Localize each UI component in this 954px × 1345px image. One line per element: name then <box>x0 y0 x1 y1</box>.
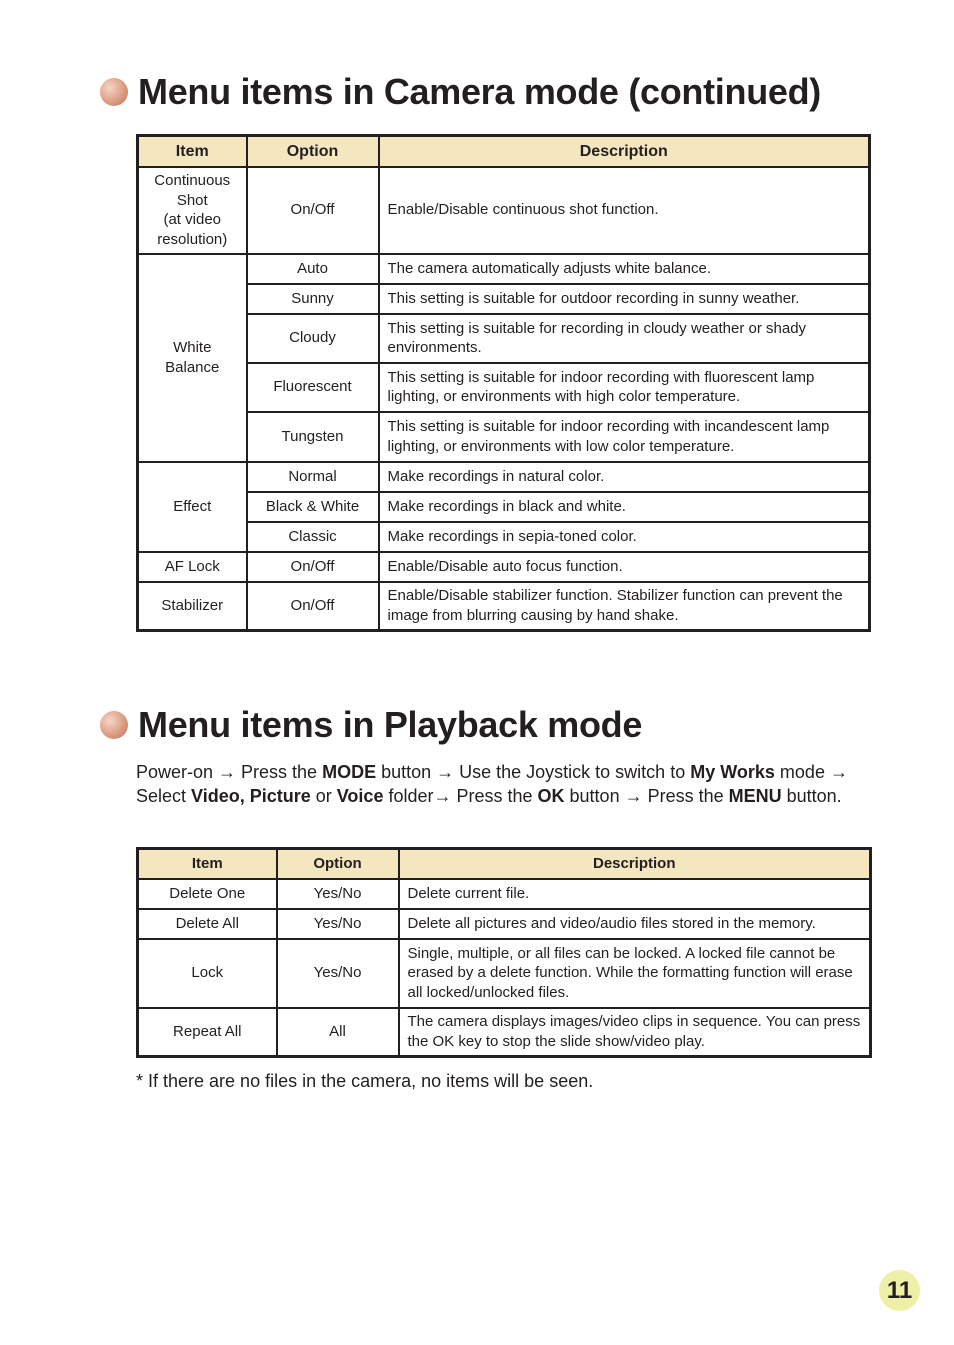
header-option: Option <box>277 849 399 879</box>
intro-text: button. <box>781 786 842 806</box>
description-cell: Enable/Disable stabilizer function. Stabilizer function can prevent the image from blurring causing by hand shake. <box>379 582 870 631</box>
option-cell: Yes/No <box>277 939 399 1008</box>
table-row <box>138 939 871 1008</box>
description-cell: Single, multiple, or all files can be locked. A locked file cannot be erased by a delete function. While the formatting function will erase all locked/unlocked files. <box>399 939 871 1008</box>
bullet-icon <box>100 711 128 739</box>
option-cell: Yes/No <box>277 909 399 939</box>
table-row <box>138 552 870 582</box>
intro-text: or <box>310 786 337 806</box>
intro-bold: Video, Picture <box>191 786 311 806</box>
description-cell: Delete all pictures and video/audio files stored in the memory. <box>399 909 871 939</box>
intro-bold: MENU <box>728 786 782 806</box>
option-cell: Black & White <box>247 492 379 522</box>
camera-section-title: Menu items in Camera mode (continued) <box>138 71 821 112</box>
table-header-row <box>138 136 870 167</box>
item-line: White <box>173 339 212 356</box>
option-cell: On/Off <box>247 552 379 582</box>
item-cell-stabilizer: Stabilizer <box>138 582 247 631</box>
option-cell: On/Off <box>247 167 379 254</box>
description-cell: Enable/Disable continuous shot function. <box>379 167 870 254</box>
playback-section-heading <box>100 704 642 746</box>
option-cell: Classic <box>247 522 379 552</box>
table-row <box>138 462 870 492</box>
footnote: * If there are no files in the camera, no items will be seen. <box>136 1071 594 1091</box>
intro-text: button → Press the <box>564 786 729 806</box>
item-line: (at video <box>163 211 222 228</box>
header-option: Option <box>247 136 379 167</box>
item-cell-effect: Effect <box>138 462 247 552</box>
option-cell: Sunny <box>247 284 379 314</box>
option-cell: Tungsten <box>247 412 379 462</box>
table-row <box>138 582 870 631</box>
table-header-row <box>138 849 871 879</box>
item-cell-white-balance <box>138 254 247 462</box>
page-number-badge: 11 <box>879 1270 920 1311</box>
camera-section-heading <box>100 71 821 113</box>
option-cell: Fluorescent <box>247 363 379 412</box>
intro-bold: Voice <box>336 786 384 806</box>
intro-text: button → Use the Joystick to switch to <box>376 762 691 782</box>
header-description: Description <box>399 849 871 879</box>
description-cell: Delete current file. <box>399 879 871 909</box>
item-line: Balance <box>165 358 220 376</box>
header-description: Description <box>379 136 870 167</box>
description-cell: Make recordings in natural color. <box>379 462 870 492</box>
intro-text: mode → Select <box>136 762 848 806</box>
table-row <box>138 314 870 363</box>
intro-bold: OK <box>537 786 565 806</box>
table-row <box>138 879 871 909</box>
table-row <box>138 492 870 522</box>
option-cell: Normal <box>247 462 379 492</box>
table-row <box>138 1008 871 1057</box>
bullet-icon <box>100 78 128 106</box>
item-cell: Repeat All <box>138 1008 277 1057</box>
item-line: Continuous <box>154 172 231 189</box>
table-row <box>138 167 870 254</box>
intro-bold: My Works <box>690 762 775 782</box>
item-line: resolution) <box>157 230 228 248</box>
intro-text: folder→ Press the <box>383 786 538 806</box>
table-row <box>138 412 870 462</box>
description-cell: The camera automatically adjusts white balance. <box>379 254 870 284</box>
table-row <box>138 363 870 412</box>
playback-menu-table <box>136 847 872 1058</box>
description-cell: Make recordings in sepia-toned color. <box>379 522 870 552</box>
option-cell: On/Off <box>247 582 379 631</box>
option-cell: Auto <box>247 254 379 284</box>
playback-instructions <box>136 760 881 808</box>
description-cell: This setting is suitable for recording in cloudy weather or shady environments. <box>379 314 870 363</box>
option-cell: Yes/No <box>277 879 399 909</box>
item-cell-af-lock: AF Lock <box>138 552 247 582</box>
table-row <box>138 522 870 552</box>
item-cell: Lock <box>138 939 277 1008</box>
description-cell: This setting is suitable for indoor recording with fluorescent lamp lighting, or environments with high color temperature. <box>379 363 870 412</box>
description-cell: This setting is suitable for indoor recording with incandescent lamp lighting, or environments with low color temperature. <box>379 412 870 462</box>
option-cell: All <box>277 1008 399 1057</box>
description-cell: The camera displays images/video clips in sequence. You can press the OK key to stop the slide show/video play. <box>399 1008 871 1057</box>
description-cell: This setting is suitable for outdoor recording in sunny weather. <box>379 284 870 314</box>
item-cell: Delete All <box>138 909 277 939</box>
playback-section-title: Menu items in Playback mode <box>138 704 643 745</box>
item-cell-continuous-shot <box>138 167 247 254</box>
header-item: Item <box>138 849 277 879</box>
option-cell: Cloudy <box>247 314 379 363</box>
table-row <box>138 909 871 939</box>
description-cell: Enable/Disable auto focus function. <box>379 552 870 582</box>
camera-menu-table <box>136 134 871 632</box>
table-row <box>138 254 870 284</box>
table-row <box>138 284 870 314</box>
item-line: Shot <box>176 191 208 209</box>
item-cell: Delete One <box>138 879 277 909</box>
intro-bold: MODE <box>322 762 377 782</box>
intro-text: Power-on → Press the <box>136 762 323 782</box>
description-cell: Make recordings in black and white. <box>379 492 870 522</box>
header-item: Item <box>138 136 247 167</box>
